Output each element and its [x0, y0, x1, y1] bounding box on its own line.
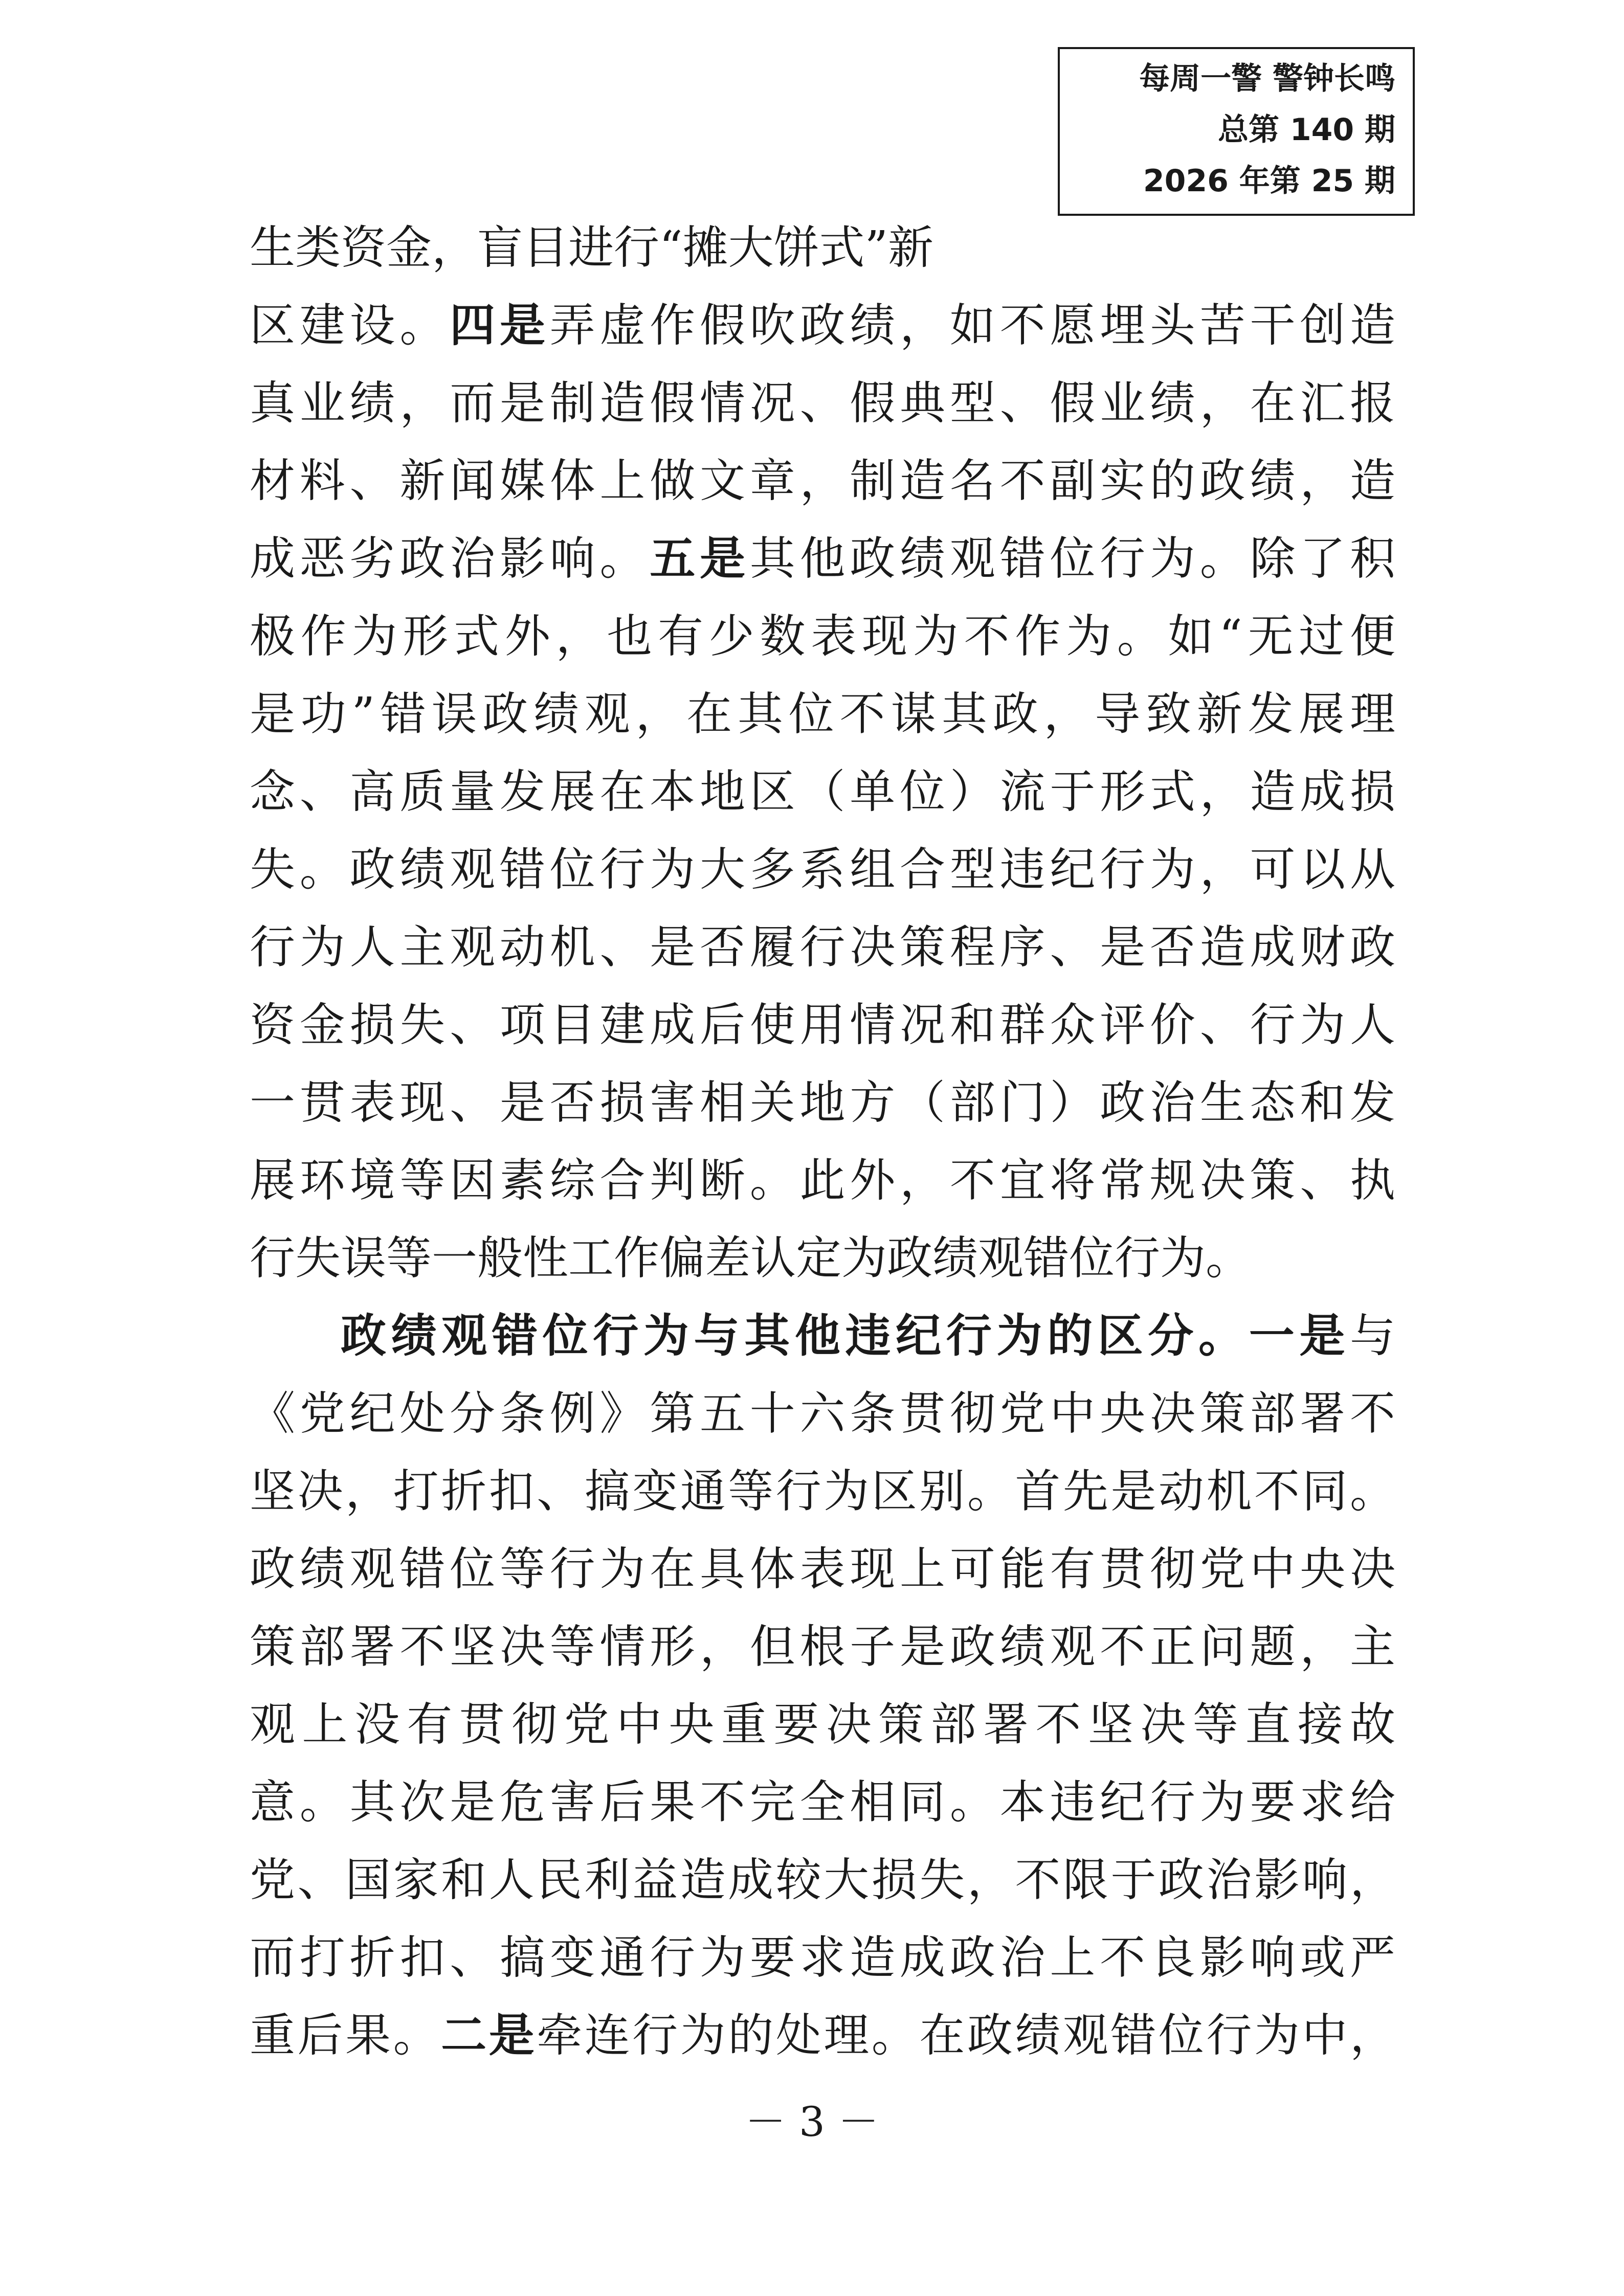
- body-line: 《党纪处分条例》第五十六条贯彻党中央决策部署不: [250, 1387, 1395, 1440]
- body-line: 成恶劣政治影响。五是其他政绩观错位行为。除了积: [250, 532, 1396, 585]
- body-line: 失。政绩观错位行为大多系组合型违纪行为，可以从: [250, 843, 1395, 896]
- body-line: 区建设。四是弄虚作假吹政绩，如不愿埋头苦干创造: [250, 299, 1396, 352]
- body-line: 政绩观错位行为与其他违纪行为的区分。一是与: [341, 1309, 1395, 1362]
- body-line: 党、国家和人民利益造成较大损失，不限于政治影响，: [250, 1853, 1395, 1906]
- header-slogan: 每周一警 警钟长鸣: [1139, 61, 1395, 97]
- body-line: 意。其次是危害后果不完全相同。本违纪行为要求给: [250, 1775, 1395, 1829]
- body-line: 一贯表现、是否损害相关地方（部门）政治生态和发: [250, 1076, 1395, 1129]
- body-line: 而打折扣、搞变通行为要求造成政治上不良影响或严: [250, 1931, 1395, 1984]
- page-number: － 3 －: [745, 2098, 879, 2146]
- body-line: 真业绩，而是制造假情况、假典型、假业绩，在汇报: [250, 376, 1395, 430]
- section-heading: 政绩观错位行为与其他违纪行为的区分。一是: [341, 1309, 1350, 1362]
- enumeration-marker: 二是: [441, 2009, 537, 2062]
- body-line: 坚决，打折扣、搞变通等行为区别。首先是动机不同。: [250, 1465, 1395, 1518]
- body-line: 是功”错误政绩观，在其位不谋其政，导致新发展理: [250, 687, 1395, 740]
- document-body: [250, 209, 1395, 2074]
- body-line: 展环境等因素综合判断。此外，不宜将常规决策、执: [250, 1154, 1395, 1207]
- header-total-issue: 总第 140 期: [1217, 112, 1395, 148]
- body-line: 重后果。二是牵连行为的处理。在政绩观错位行为中，: [250, 2009, 1396, 2062]
- body-line: 策部署不坚决等情形，但根子是政绩观不正问题，主: [250, 1620, 1395, 1673]
- body-line: 念、高质量发展在本地区（单位）流于形式，造成损: [250, 765, 1395, 818]
- enumeration-marker: 四是: [450, 299, 550, 352]
- body-line: 材料、新闻媒体上做文章，制造名不副实的政绩，造: [250, 454, 1395, 507]
- issue-header-box: [1058, 47, 1415, 216]
- body-line: 政绩观错位等行为在具体表现上可能有贯彻党中央决: [250, 1542, 1395, 1595]
- body-line: 极作为形式外，也有少数表现为不作为。如“无过便: [250, 610, 1395, 663]
- body-line: 行失误等一般性工作偏差认定为政绩观错位行为。: [250, 1231, 1251, 1285]
- body-line: 行为人主观动机、是否履行决策程序、是否造成财政: [250, 920, 1395, 974]
- body-line: 生类资金，盲目进行“摊大饼式”新: [250, 221, 933, 274]
- enumeration-marker: 五是: [650, 532, 750, 585]
- body-line: 资金损失、项目建成后使用情况和群众评价、行为人: [250, 998, 1395, 1051]
- header-year-issue: 2026 年第 25 期: [1143, 163, 1395, 199]
- body-line: 观上没有贯彻党中央重要决策部署不坚决等直接故: [250, 1698, 1395, 1751]
